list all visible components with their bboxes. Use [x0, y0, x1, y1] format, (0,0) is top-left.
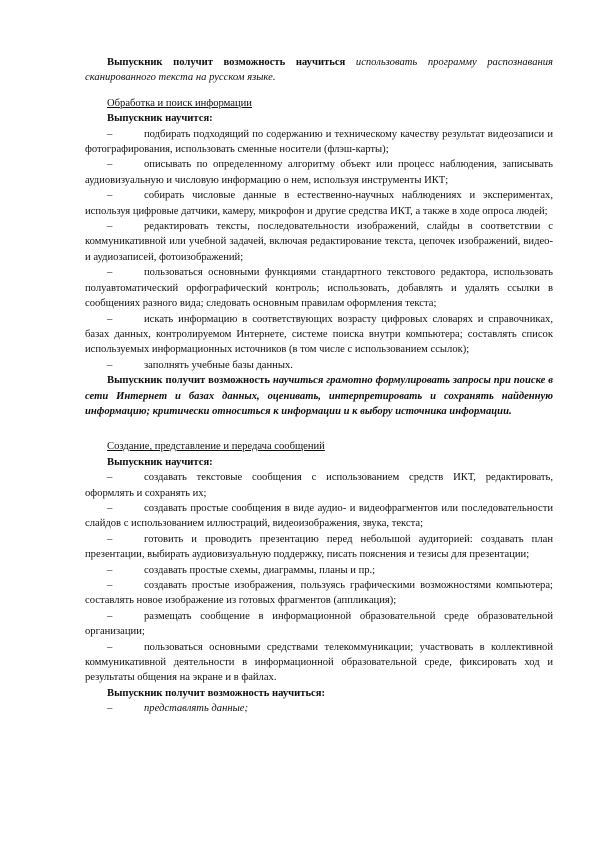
- list-item: – готовить и проводить презентацию перед небольшой аудиторией: создавать план презентации, выбирать аудиовизуальную поддержку, писать пояснения и тезисы для презентации;: [85, 533, 553, 561]
- list-item: – создавать простые изображения, пользуясь графическими возможностями компьютера; составлять новое изображение из готовых фрагментов (аппликация);: [85, 580, 553, 607]
- intro-paragraph: [85, 55, 553, 86]
- list-item: – создавать простые схемы, диаграммы, планы и пр.;: [107, 564, 376, 576]
- list-item: – представлять данные;: [107, 703, 249, 715]
- list-item: – пользоваться основными средствами телекоммуникации; участвовать в коллективной коммуникативной деятельности в информационной образовательной среде, фиксировать ход и результаты общения на экране и в файлах.: [85, 641, 553, 684]
- list-item: – создавать текстовые сообщения с использованием средств ИКТ, редактировать, оформлять и сохранять их;: [85, 472, 553, 499]
- section2-heading: Создание, представление и передача сообщений: [107, 441, 325, 453]
- list-item: – собирать числовые данные в естественно-научных наблюдениях и экспериментах, используя цифровые датчики, камеру, микрофон и другие средства ИКТ, а также в ходе опроса людей;: [85, 190, 553, 217]
- section2-opportunity: Выпускник получит возможность научиться:: [107, 687, 326, 699]
- list-item: – размещать сообщение в информационной образовательной среде образовательной организации;: [85, 610, 553, 638]
- list-item: – искать информацию в соответствующих возрасту цифровых словарях и справочниках, базах данных, контролируемом Интернете, системе поиска внутри компьютера; составлять список используемых информационных источников (в том числе с использованием ссылок);: [85, 313, 553, 356]
- list-item: – пользоваться основными функциями стандартного текстового редактора, использовать полуавтоматический орфографический контроль; использовать, добавлять и удалять ссылки в сообщениях разного вида; следовать основным правилам оформления текста;: [85, 267, 553, 310]
- section1-heading: Обработка и поиск информации: [107, 97, 252, 109]
- document-content: [85, 55, 553, 717]
- intro-italic: использовать программу распознавания сканированного текста на русском языке.: [85, 57, 553, 84]
- section1-opportunity-italic: научиться грамотно формулировать запросы при поиске в сети Интернет и базах данных, оценивать, интерпретировать и сохранять найденную информацию; критически относиться к информации и к выбору источника информации.: [85, 375, 553, 417]
- list-item: – редактировать тексты, последовательности изображений, слайды в соответствии с коммуникативной или учебной задачей, включая редактирование текста, цепочек изображений, видео- и аудиозаписей, фотоизображений;: [85, 221, 553, 263]
- list-item: – описывать по определенному алгоритму объект или процесс наблюдения, записывать аудиовизуальную и числовую информацию о нем, используя инструменты ИКТ;: [85, 159, 553, 186]
- list-item: – создавать простые сообщения в виде аудио- и видеофрагментов или последовательности слайдов с использованием иллюстраций, видеоизображения, звука, текста;: [85, 502, 553, 530]
- intro-bold: Выпускник получит возможность научиться: [107, 57, 346, 68]
- section1-opportunity: [85, 373, 553, 419]
- list-item: – подбирать подходящий по содержанию и техническому качеству результат видеозаписи и фотографирования, использовать сменные носители (флэш-карты);: [85, 128, 553, 156]
- section2-learns: Выпускник научится:: [107, 456, 213, 468]
- section1-learns: Выпускник научится:: [107, 113, 213, 125]
- list-item: – заполнять учебные базы данных.: [107, 359, 293, 371]
- section1-opportunity-bold: Выпускник получит возможность: [107, 375, 270, 387]
